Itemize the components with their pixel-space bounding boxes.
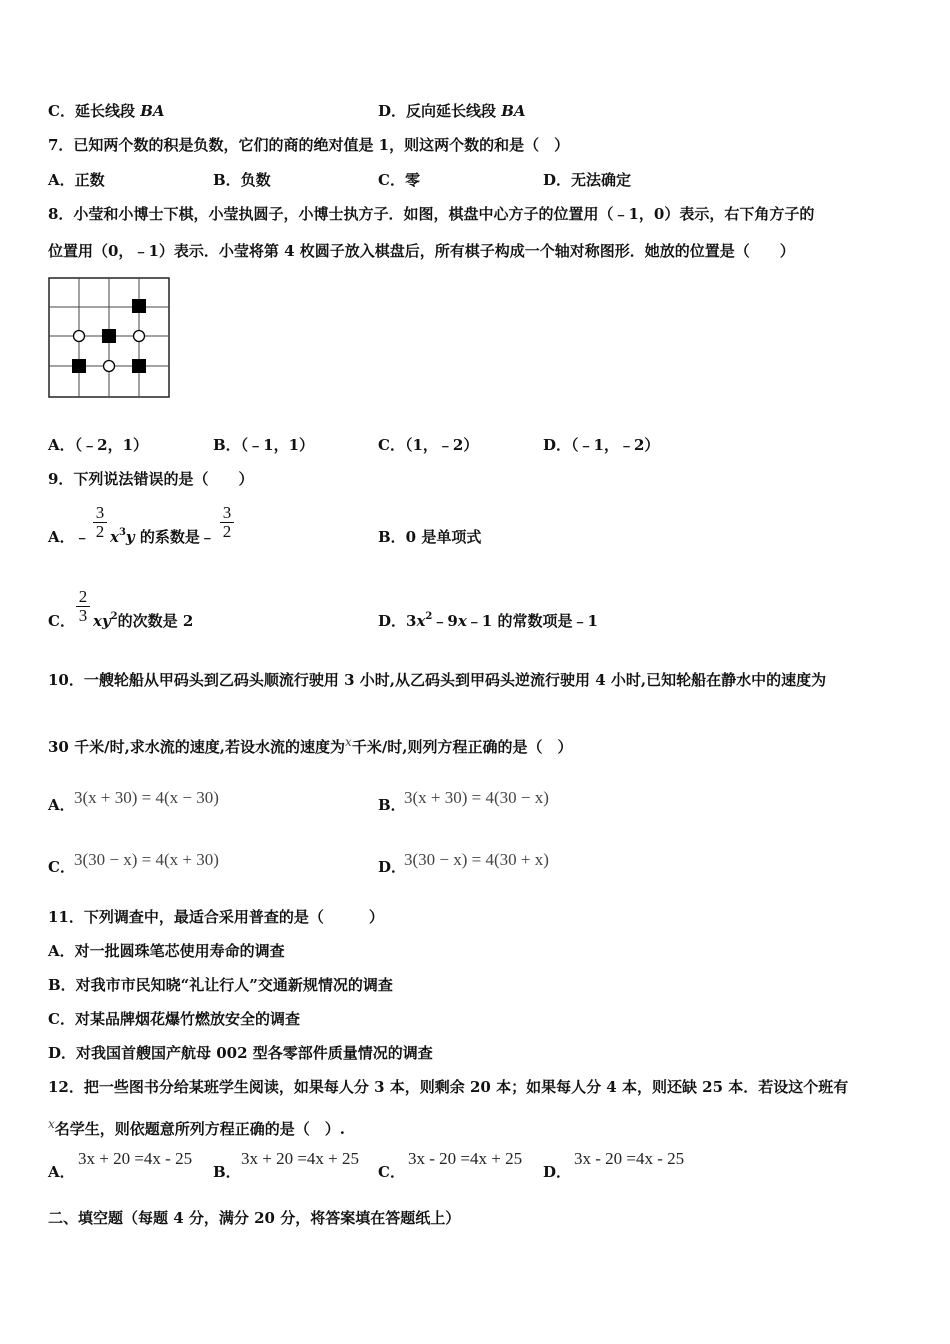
q9-option-d: D．$3x^2﹣9x﹣1$ 的常数项是﹣1 [378,611,598,630]
q12-stem-line1: 12．把一些图书分给某班学生阅读，如果每人分 3 本，则剩余 20 本；如果每人分 4 本，则还缺 25 本．若设这个班有 [48,1078,849,1096]
q8-option-a: A．（﹣2，1） [48,436,149,454]
square-piece [132,359,146,373]
q12-option-a-equation: 3x + 20 =4x - 25 [78,1149,193,1168]
q12-option-c-equation: 3x - 20 =4x + 25 [408,1149,523,1168]
q11-option-d: D．对我国首艘国产航母 002 型各零部件质量情况的调查 [48,1044,433,1062]
q12-option-c-label: C． [378,1163,405,1181]
q10-option-b-label: B． [378,796,406,814]
q12-option-b-label: B． [213,1163,241,1181]
q10-stem-line2: 30 千米/时,求水流的速度,若设水流的速度为$^x$千米/时,则列方程正确的是（ ） [48,735,573,756]
chess-board-figure [48,277,172,401]
circle-piece [74,331,85,342]
q8-stem-line2: 位置用（0，﹣1）表示．小莹将第 4 枚圆子放入棋盘后，所有棋子构成一个轴对称图形．她放的位置是（ ） [48,242,795,260]
q7-option-a: A．正数 [48,171,105,189]
q12-option-d-equation: 3x - 20 =4x - 25 [574,1149,685,1168]
square-piece [132,299,146,313]
q11-option-c: C．对某品牌烟花爆竹燃放安全的调查 [48,1010,300,1028]
q11-stem: 11．下列调查中，最适合采用普查的是（ ） [48,908,384,926]
q7-option-d: D．无法确定 [543,171,632,189]
q10-stem-line1: 10．一艘轮船从甲码头到乙码头顺流行驶用 3 小时,从乙码头到甲码头逆流行驶用 4 小时,已知轮船在静水中的速度为 [48,671,827,689]
square-piece [72,359,86,373]
q10-option-d-label: D． [378,858,407,876]
q9-option-b: B．0 是单项式 [378,528,482,546]
q8-stem-line1: 8．小莹和小博士下棋，小莹执圆子，小博士执方子．如图，棋盘中心方子的位置用（﹣1，0）表示，右下角方子的 [48,205,815,223]
q9-option-a-prefix: A．﹣ [48,528,90,546]
q9-option-a-fraction: $\frac{3}{2}$ [93,504,107,541]
circle-piece [104,361,115,372]
square-piece [102,329,116,343]
q9-option-a-fraction-2: $\frac{3}{2}$ [220,504,234,541]
q8-option-c: C．（1，﹣2） [378,436,479,454]
q7-option-c: C．零 [378,171,420,189]
q10-option-a-equation: 3(x + 30) = 4(x − 30) [74,788,219,807]
q7-option-b: B．负数 [213,171,271,189]
q10-option-c-equation: 3(30 − x) = 4(x + 30) [74,850,219,869]
q10-option-a-label: A． [48,796,75,814]
q9-stem: 9．下列说法错误的是（ ） [48,470,254,488]
q11-option-b: B．对我市市民知晓“礼让行人”交通新规情况的调查 [48,976,393,994]
q6-option-d: D．反向延长线段 BA [378,102,526,120]
q8-option-b: B．（﹣1，1） [213,436,315,454]
q10-option-c-label: C． [48,858,75,876]
q10-option-d-equation: 3(30 − x) = 4(30 + x) [404,850,549,869]
q12-option-b-equation: 3x + 20 =4x + 25 [241,1149,360,1168]
section-2-title: 二、填空题（每题 4 分，满分 20 分，将答案填在答题纸上） [48,1209,461,1227]
q11-option-a: A．对一批圆珠笔芯使用寿命的调查 [48,942,285,960]
q9-option-c-prefix: C． [48,612,75,630]
q7-stem: 7．已知两个数的积是负数，它们的商的绝对值是 1，则这两个数的和是（ ） [48,136,570,154]
q10-option-b-equation: 3(x + 30) = 4(30 − x) [404,788,549,807]
q9-option-c-fraction: $\frac{2}{3}$ [76,588,90,625]
q9-option-c-text: $xy^2$的次数是 2 [93,611,194,630]
q8-option-d: D．（﹣1，﹣2） [543,436,660,454]
q12-option-a-label: A． [48,1163,75,1181]
q12-option-d-label: D． [543,1163,572,1181]
q9-option-a-text: $x^3y$ 的系数是﹣ [110,527,215,546]
q12-stem-line2: $^x$名学生，则依题意所列方程正确的是（ ）. [48,1117,346,1138]
q6-option-c: C．延长线段 BA [48,102,165,120]
circle-piece [134,331,145,342]
